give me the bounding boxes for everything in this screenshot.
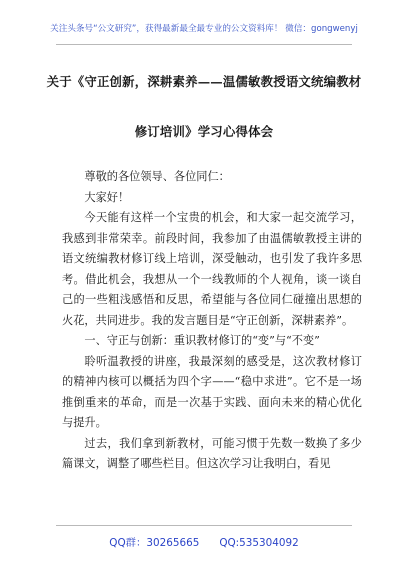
paragraph: 聆听温教授的讲座，我最深刻的感受是，这次教材修订的精神内核可以概括为四个字——“稳中求进”。它不是一场推倒重来的革命，而是一次基于实践、面向未来的精心优化与提升。 xyxy=(62,354,362,429)
greeting: 大家好！ xyxy=(84,190,130,204)
footer-contact xyxy=(0,534,408,549)
section-heading: 一、守正与创新：重识教材修订的“变”与“不变” xyxy=(84,334,320,347)
header-divider xyxy=(56,44,352,45)
paragraph: 过去，我们拿到新教材，可能习惯于先数一数换了多少篇课文，调整了哪些栏目。但这次学习让我明白，看见 xyxy=(62,436,362,470)
footer-qq: QQ:535304092 xyxy=(219,537,299,549)
document-title-line-1: 关于《守正创新，深耕素养——温儒敏教授语文统编教材 xyxy=(46,74,362,89)
header-note: 关注头条号“公文研究”，获得最新最全最专业的公文资料库！ 微信：gongwenyj xyxy=(50,24,358,34)
document-body xyxy=(62,167,362,475)
document-title-line-2: 修订培训》学习心得体会 xyxy=(134,124,274,139)
footer-qq-group: QQ群：30265665 xyxy=(109,537,200,549)
salutation: 尊敬的各位领导、各位同仁： xyxy=(84,170,230,183)
paragraph: 今天能有这样一个宝贵的机会，和大家一起交流学习，我感到非常荣幸。前段时间，我参加了由温儒敏教授主讲的语文统编教材修订线上培训，深受触动，也引发了我许多思考。借此机会，我想从一个一线教师的个人视角，谈一谈自己的一些粗浅感悟和反思，希望能与各位同仁碰撞出思想的火花，共同进步。我的发言题目是“守正创新，深耕素养”。 xyxy=(62,211,362,327)
footer-divider xyxy=(56,525,352,526)
